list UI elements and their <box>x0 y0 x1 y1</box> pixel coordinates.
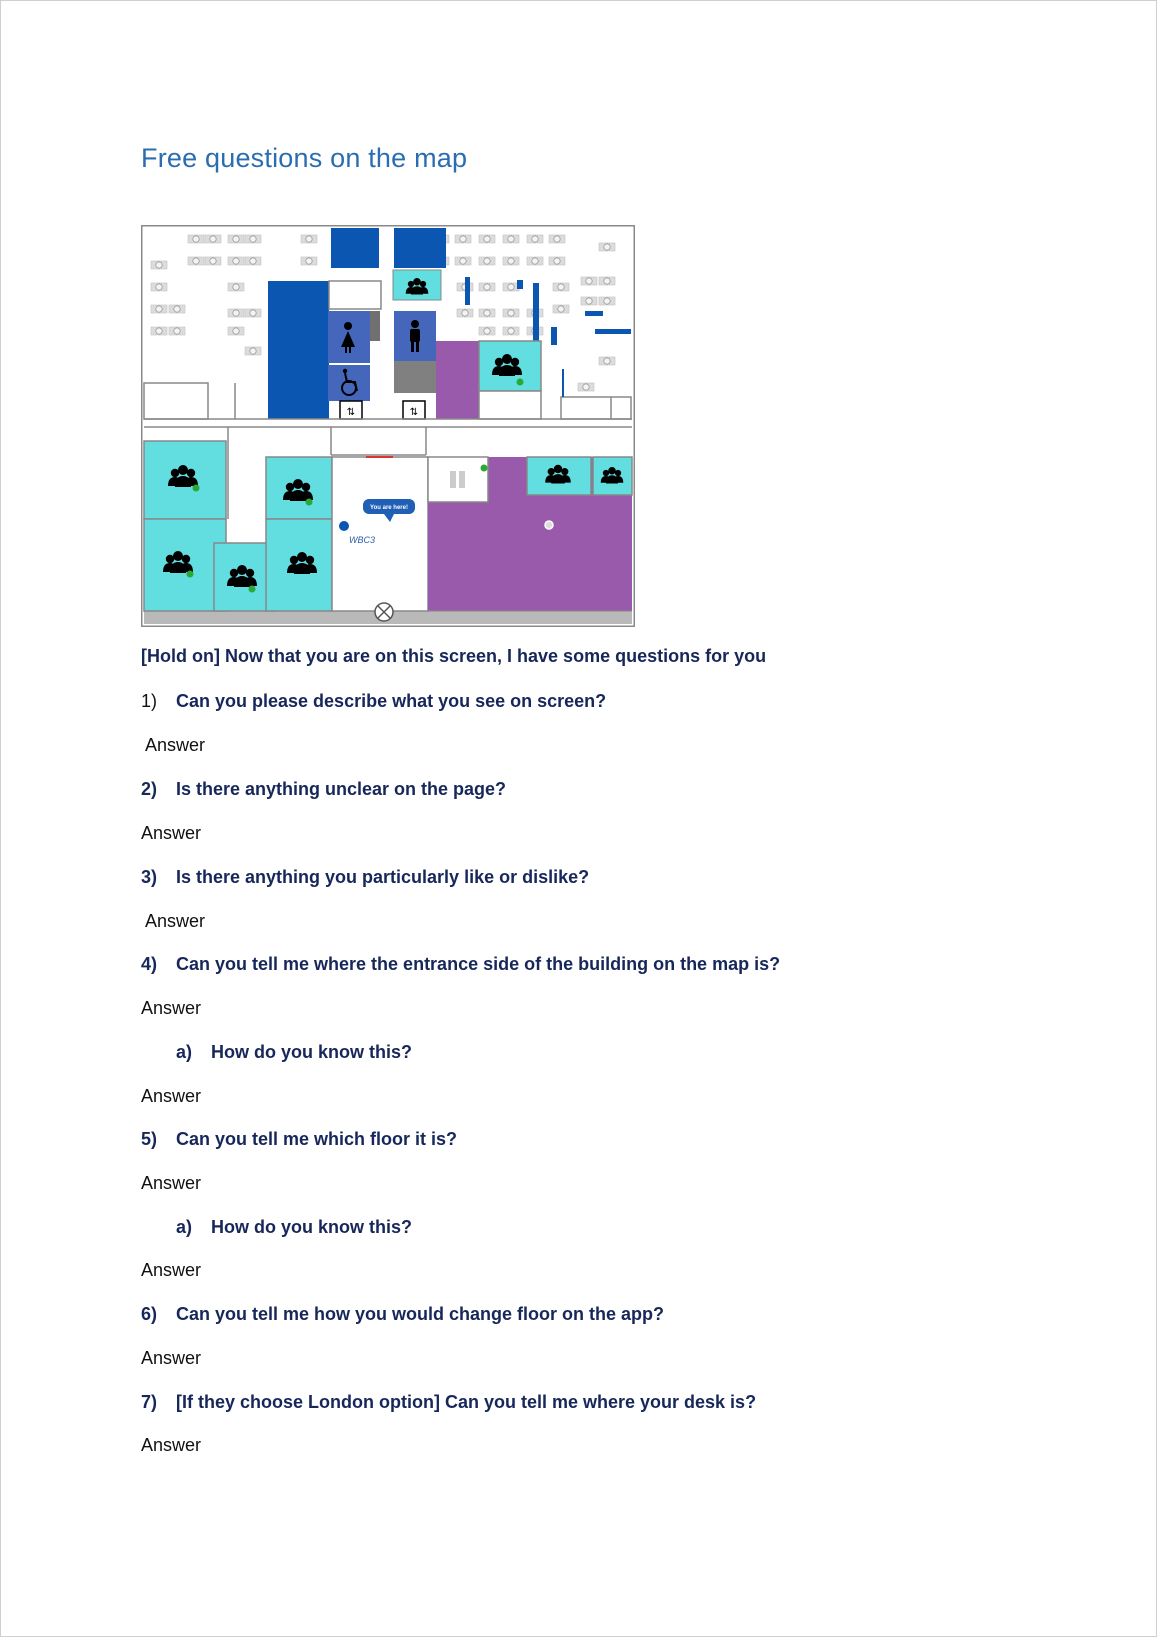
question-3 <box>141 867 589 888</box>
question-text: Can you tell me how you would change floor on the app? <box>176 1304 665 1324</box>
location-label: WBC3 <box>349 535 376 545</box>
question-number: 5) <box>141 1129 158 1149</box>
question-2 <box>141 779 506 800</box>
question-text: How do you know this? <box>211 1217 412 1237</box>
intro-text: [Hold on] Now that you are on this screen, I have some questions for you <box>141 646 767 666</box>
question-1 <box>141 691 606 712</box>
answer-6[interactable]: Answer <box>141 1348 202 1368</box>
floor-map[interactable] <box>141 225 635 627</box>
svg-text:You are here!: You are here! <box>370 505 408 511</box>
question-4a <box>176 1042 412 1063</box>
answer-7[interactable]: Answer <box>141 1435 202 1455</box>
question-text: Can you tell me where the entrance side of the building on the map is? <box>176 954 781 974</box>
current-room[interactable] <box>332 457 428 611</box>
question-number: 3) <box>141 867 158 887</box>
question-text: Is there anything unclear on the page? <box>176 779 507 799</box>
purple-zone[interactable] <box>436 341 481 419</box>
question-6 <box>141 1304 664 1325</box>
answer-4a[interactable]: Answer <box>141 1086 202 1106</box>
question-number: a) <box>176 1042 193 1062</box>
answer-1[interactable]: Answer <box>141 735 206 755</box>
question-number: 6) <box>141 1304 158 1324</box>
question-number: 7) <box>141 1392 158 1412</box>
question-text: Can you please describe what you see on screen? <box>176 691 607 711</box>
answer-3[interactable]: Answer <box>141 911 206 931</box>
svg-text:⇅: ⇅ <box>409 407 419 418</box>
page-title: Free questions on the map <box>141 143 468 173</box>
question-5 <box>141 1129 457 1150</box>
answer-5[interactable]: Answer <box>141 1173 202 1193</box>
question-text: [If they choose London option] Can you tell me where your desk is? <box>176 1392 757 1412</box>
question-number: 4) <box>141 954 158 974</box>
answer-4[interactable]: Answer <box>141 998 202 1018</box>
location-dot <box>339 521 349 531</box>
question-7 <box>141 1392 756 1413</box>
question-text: Can you tell me which floor it is? <box>176 1129 458 1149</box>
amenity-block[interactable] <box>268 281 329 419</box>
question-text: Is there anything you particularly like or dislike? <box>176 867 590 887</box>
answer-2[interactable]: Answer <box>141 823 202 843</box>
question-number: 1) <box>141 691 158 711</box>
question-text: How do you know this? <box>211 1042 412 1062</box>
question-5a <box>176 1217 412 1238</box>
question-4 <box>141 954 780 975</box>
amenity-block[interactable] <box>394 228 446 268</box>
question-number: 2) <box>141 779 158 799</box>
question-number: a) <box>176 1217 193 1237</box>
amenity-block[interactable] <box>331 228 379 268</box>
answer-5a[interactable]: Answer <box>141 1260 202 1280</box>
svg-text:⇅: ⇅ <box>346 407 356 418</box>
